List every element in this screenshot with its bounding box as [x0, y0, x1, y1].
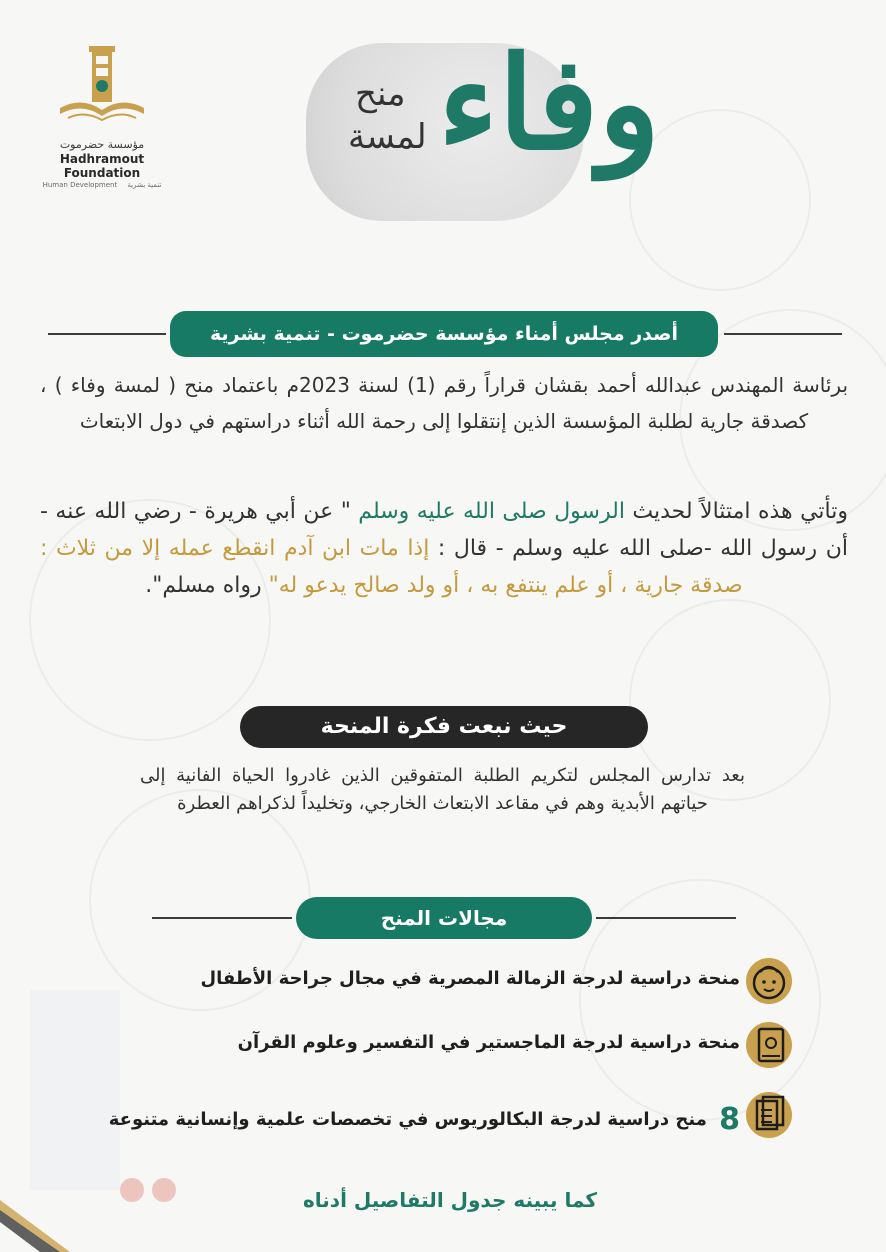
scholarship-item-2-text: منحة دراسية لدرجة الماجستير في التفسير وعلوم القرآن: [237, 1032, 740, 1053]
hero-title: وفاء: [438, 29, 661, 179]
scholarship-item-1: [90, 958, 800, 1006]
scholarship-item-3-text: [109, 1102, 740, 1137]
hadith-narration: " عن أبي هريرة - رضي الله عنه - أن رسول الله -صلى الله عليه وسلم - قال :: [40, 499, 848, 561]
logo-sub-arabic: تنمية بشرية: [127, 181, 162, 189]
logo-sub-english: Human Development: [42, 181, 118, 189]
scholarship-item-3: [90, 1092, 800, 1140]
scholarship-item-1-text: منحة دراسية لدرجة الزمالة المصرية في مجال جراحة الأطفال: [200, 968, 740, 989]
idea-paragraph: بعد تدارس المجلس لتكريم الطلبة المتفوقين الذين غادروا الحياة الفانية إلى حياتهم الأبدية وهم في مقاعد الابتعاث الخارجي، وتخليداً لذكراهم العطرة: [140, 765, 745, 814]
hadith-paragraph: [40, 493, 848, 604]
hero-line-2: لمسة: [348, 117, 427, 157]
foundation-logo: [22, 42, 182, 192]
hadith-intro: وتأتي هذه امتثالاً لحديث: [632, 499, 848, 524]
section2-heading: حيث نبعت فكرة المنحة: [240, 706, 648, 748]
section1-heading: أصدر مجلس أمناء مؤسسة حضرموت - تنمية بشرية: [170, 311, 718, 357]
divider-left: [48, 333, 166, 335]
scholarship-item-3-label: منح دراسية لدرجة البكالوريوس في تخصصات علمية وإنسانية متنوعة: [108, 1109, 707, 1130]
tower-book-icon: [54, 42, 150, 134]
quran-book-icon: [746, 1022, 792, 1068]
hadith-source: رواه مسلم".: [145, 573, 262, 598]
pen-decoration: [0, 1160, 80, 1252]
scholarship-count: 8: [719, 1102, 740, 1137]
footer-note: كما يبينه جدول التفاصيل أدناه: [302, 1188, 597, 1212]
divider-right-2: [596, 917, 736, 919]
logo-subtitle: [22, 181, 182, 189]
decision-paragraph: برئاسة المهندس عبدالله أحمد بقشان قراراً رقم (1) لسنة 2023م باعتماد منح ( لمسة وفاء ) ، كصدقة جارية لطلبة المؤسسة الذين إنتقلوا إلى رحمة الله أثناء دراستهم في دول الابتعاث: [40, 373, 849, 433]
hadith-prophet: الرسول صلى الله عليه وسلم: [358, 499, 625, 524]
hadith-text: إذا مات ابن آدم انقطع عمله إلا من ثلاث : صدقة جارية ، أو علم ينتفع به ، أو ولد صالح يدعو له": [40, 536, 743, 598]
scholarship-item-2: [90, 1022, 800, 1070]
documents-icon: [746, 1092, 792, 1138]
logo-name-arabic: مؤسسة حضرموت: [59, 138, 145, 151]
baby-face-icon: [746, 958, 792, 1004]
section3-heading: مجالات المنح: [296, 897, 592, 939]
logo-name-english: Hadhramout Foundation: [59, 152, 145, 180]
hero-line-1: منح: [355, 74, 406, 114]
divider-left-2: [152, 917, 292, 919]
divider-right: [724, 333, 842, 335]
red-dots-decoration: [118, 1170, 188, 1210]
